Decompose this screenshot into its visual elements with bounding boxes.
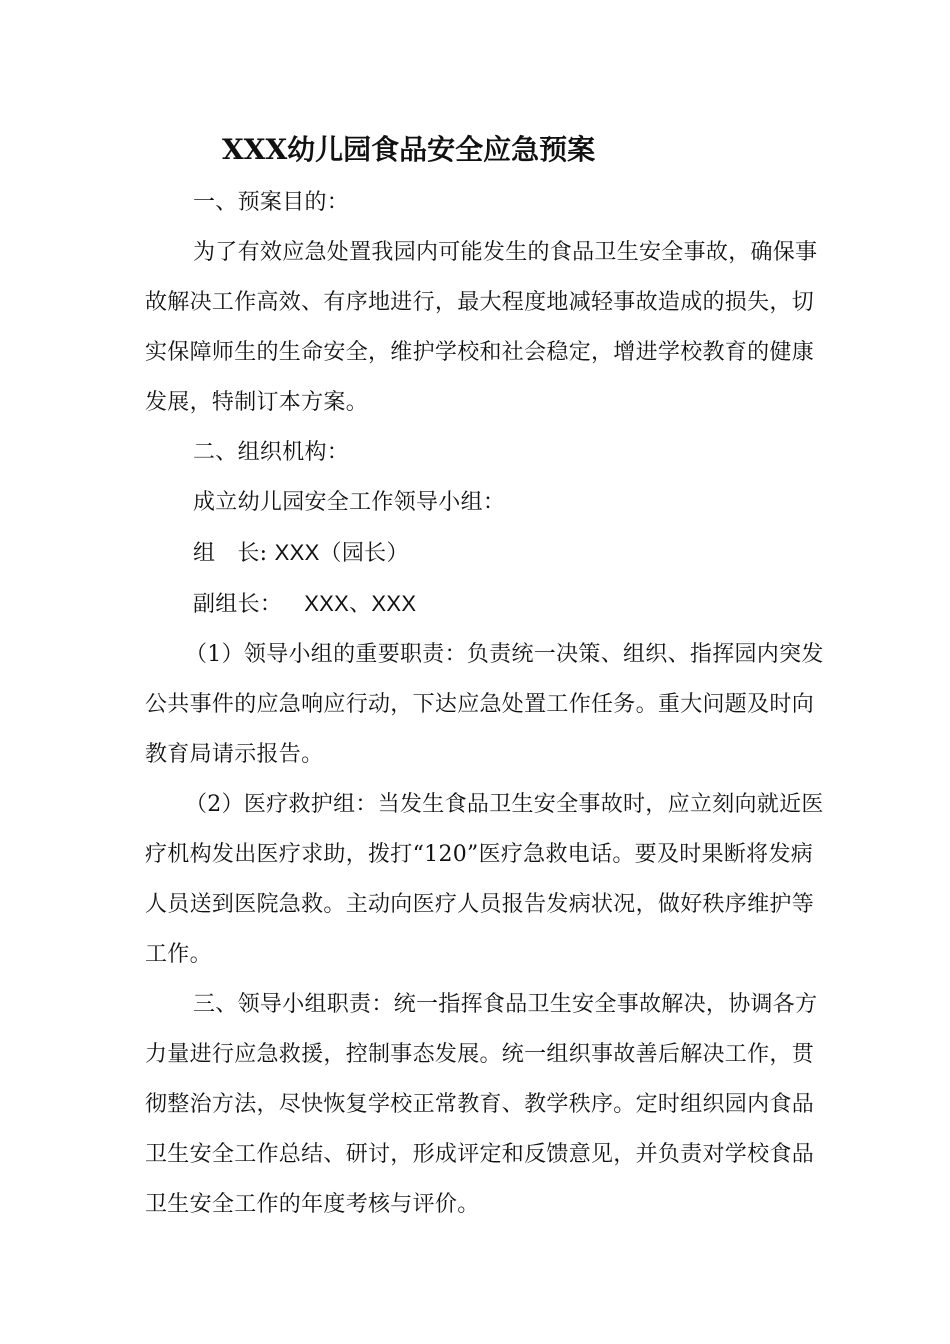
section1-paragraph: 为了有效应急处置我园内可能发生的食品卫生安全事故，确保事故解决工作高效、有序地进行，最大程度地减轻事故造成的损失，切实保障师生的生命安全，维护学校和社会稳定，增进学校教育的健康发展，特制订本方案。 (145, 240, 818, 415)
section2-intro: 成立幼儿园安全工作领导小组： (193, 490, 506, 515)
deputy-label: 副组长： (193, 592, 283, 617)
leader-line (145, 528, 825, 579)
section3-paragraph: 三、领导小组职责：统一指挥食品卫生安全事故解决，协调各方力量进行应急救援，控制事态发展。统一组织事故善后解决工作，贯彻整治方法，尽快恢复学校正常教育、教学秩序。定时组织园内食品卫生安全工作总结、研讨，形成评定和反馈意见，并负责对学校食品卫生安全工作的年度考核与评价。 (145, 992, 818, 1217)
document-body (145, 178, 825, 1230)
deputy-value: XXX、XXX (304, 591, 417, 616)
item1-paragraph: （1）领导小组的重要职责：负责统一决策、组织、指挥园内突发公共事件的应急响应行动，下达应急处置工作任务。重大问题及时向教育局请示报告。 (145, 642, 824, 767)
deputy-line (145, 579, 825, 630)
section1-heading: 一、预案目的： (193, 190, 350, 215)
item2-paragraph: （2）医疗救护组：当发生食品卫生安全事故时，应立刻向就近医疗机构发出医疗求助，拨打“120”医疗急救电话。要及时果断将发病人员送到医院急救。主动向医疗人员报告发病状况，做好秩序维护等工作。 (145, 792, 824, 967)
document-title: XXX幼儿园食品安全应急预案 (222, 133, 596, 166)
section2-heading: 二、组织机构： (193, 440, 350, 465)
leader-label-1: 组 (193, 541, 216, 566)
leader-value: XXX（园长） (274, 540, 409, 565)
leader-label-2: 长: (237, 541, 268, 566)
